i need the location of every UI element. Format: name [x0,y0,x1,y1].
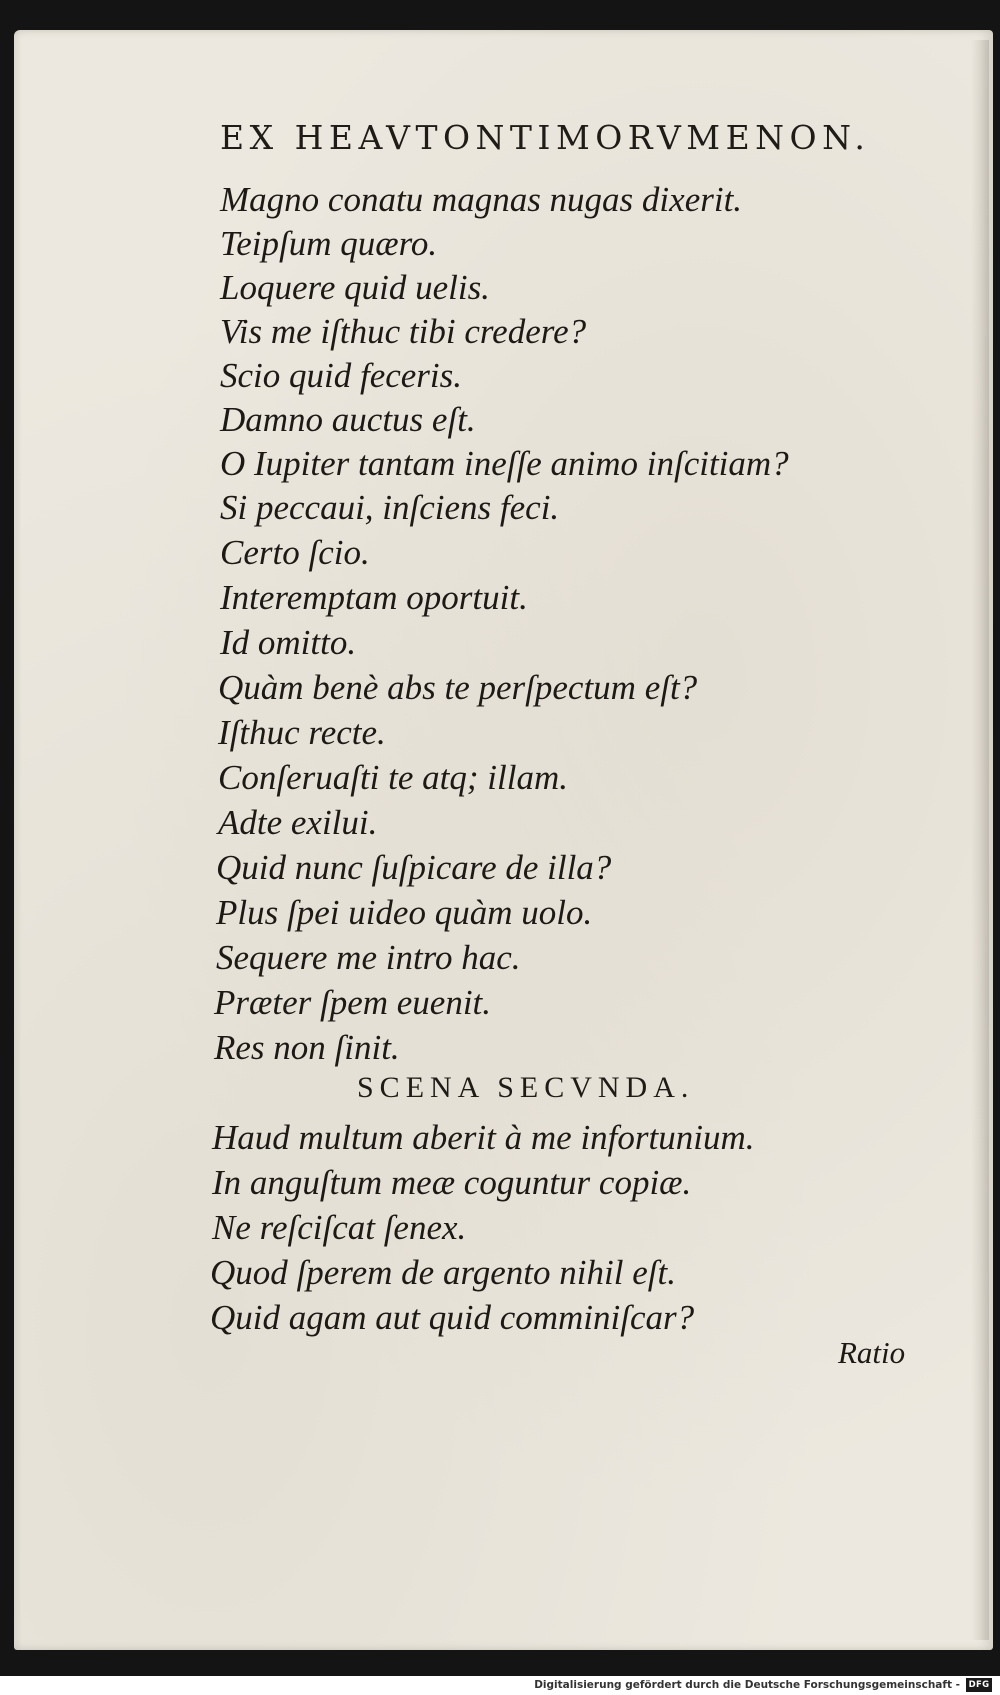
verse-line-9: Certo ſcio. [220,533,370,572]
verse-line-5: Scio quid feceris. [220,356,463,395]
verse-line-6: Damno auctus eſt. [220,400,476,439]
verse-line-2: Teipſum quæro. [220,224,438,263]
verse-line-11: Id omitto. [220,623,357,662]
book-page [14,30,993,1650]
dfg-logo: DFG [966,1678,992,1692]
funding-credit: Digitalisierung gefördert durch die Deutsche Forschungsgemeinschaft - [534,1679,960,1691]
running-head: EX HEAVTONTIMORVMENON. [220,118,871,157]
verse-line-13: Iſthuc recte. [218,713,386,752]
verse-line-20: Res non ſinit. [214,1028,400,1067]
verse-line-4: Vis me iſthuc tibi credere? [220,312,587,351]
verse-line-10: Interemptam oportuit. [220,578,528,617]
verse-line-14: Conſeruaſti te atq; illam. [218,758,568,797]
verse-line-7: O Iupiter tantam ineſſe animo inſcitiam? [220,444,789,483]
verse-line-15: Adte exilui. [218,803,378,842]
verse-line-1: Magno conatu magnas nugas dixerit. [220,180,743,219]
scene-heading: SCENA SECVNDA. [357,1071,695,1104]
verse-line-25: Quid agam aut quid comminiſcar? [210,1298,695,1337]
verse-line-19: Præter ſpem euenit. [214,983,492,1022]
verse-line-21: Haud multum aberit à me infortunium. [212,1118,755,1157]
verse-line-22: In anguſtum meæ coguntur copiæ. [212,1163,692,1202]
verse-line-16: Quid nunc ſuſpicare de illa? [216,848,612,887]
verse-line-23: Ne reſciſcat ſenex. [212,1208,467,1247]
verse-line-18: Sequere me intro hac. [216,938,521,977]
verse-line-8: Si peccaui, inſciens feci. [220,488,560,527]
catchword: Ratio [838,1335,906,1370]
verse-line-17: Plus ſpei uideo quàm uolo. [216,893,593,932]
verse-line-24: Quod ſperem de argento nihil eſt. [210,1253,676,1292]
page-edge-shadow [971,40,989,1640]
verse-line-3: Loquere quid uelis. [220,268,490,307]
verse-line-12: Quàm benè abs te perſpectum eſt? [218,668,698,707]
